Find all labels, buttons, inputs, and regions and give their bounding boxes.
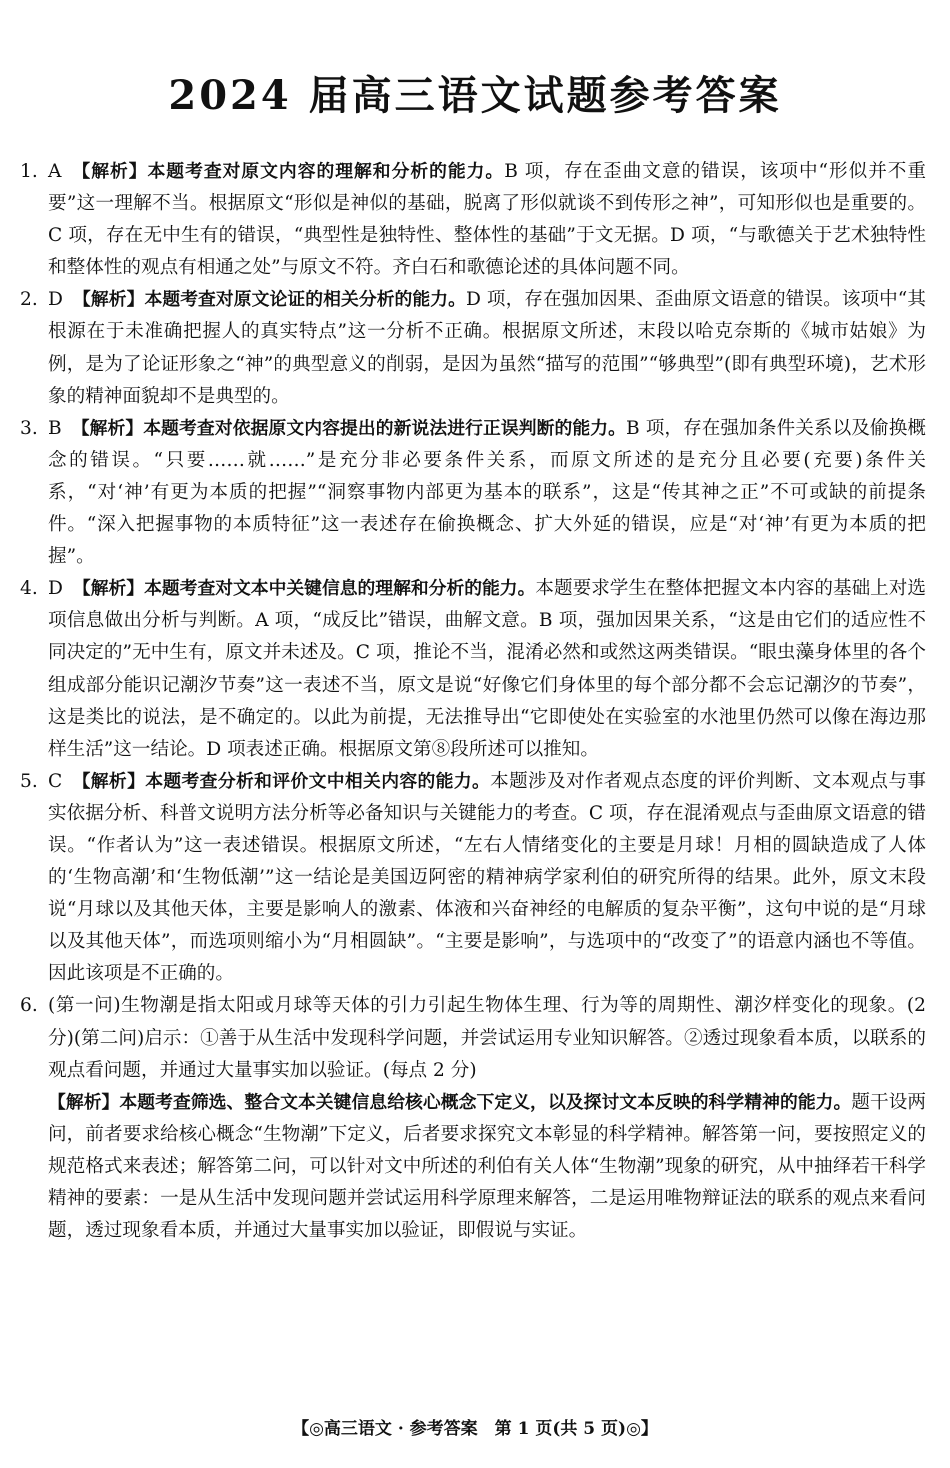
analysis-lead: 本题考查对依据原文内容提出的新说法进行正误判断的能力。 [143, 417, 627, 439]
answer-item-4 [20, 573, 926, 766]
answer-item-6 [20, 990, 926, 1086]
item-number: 5. [20, 770, 38, 792]
answer-6-analysis [20, 1087, 926, 1247]
analysis-label: 【解析】 [72, 578, 145, 600]
page-title: 2024 届高三语文试题参考答案 [168, 72, 782, 119]
answer-item-2 [20, 284, 926, 412]
answer-item-1 [20, 156, 926, 284]
answer-option: D [48, 289, 63, 311]
answer-option: B [48, 417, 62, 439]
page-footer: 【◎高三语文 · 参考答案 第 1 页(共 5 页)◎】 [292, 1419, 658, 1439]
analysis-label: 【解析】 [72, 289, 145, 311]
answer-text: (第一问)生物潮是指太阳或月球等天体的引力引起生物体生理、行为等的周期性、潮汐样变化的现象。(2 分)(第二问)启示：①善于从生活中发现科学问题，并尝试运用专业知识解答。②透过现象看本质，以联系的观点看问题，并通过大量事实加以验证。(每点 2 分) [48, 995, 926, 1081]
answer-option: A [48, 161, 62, 182]
analysis-text: 本题涉及对作者观点态度的评价判断、文本观点与事实依据分析、科普文说明方法分析等必备知识与关键能力的考查。C 项，存在混淆观点与歪曲原文语意的错误。“作者认为”这一表述错误。根据原文所述，“左右人情绪变化的主要是月球！月相的圆缺造成了人体的‘生物高潮’和‘生物低潮’”这一结论是美国迈阿密的精神病学家利伯的研究所得的结果。此外，原文末段说“月球以及其他天体，主要是影响人的激素、体液和兴奋神经的电解质的复杂平衡”，这句中说的是“月球以及其他天体”，而选项则缩小为“月相圆缺”。“主要是影响”，与选项中的“改变了”的语意内涵也不等值。因此该项是不正确的。 [48, 770, 926, 985]
answer-option: C [48, 770, 63, 792]
analysis-label: 【解析】 [71, 417, 144, 439]
item-number: 4. [20, 578, 38, 600]
analysis-lead: 本题考查对原文内容的理解和分析的能力。 [147, 161, 505, 182]
analysis-text: B 项，存在强加条件关系以及偷换概念的错误。“只要……就……”是充分非必要条件关系，而原文所述的是充分且必要(充要)条件关系，“对‘神’有更为本质的把握”“洞察事物内部更为基本的联系”，这是“传其神之正”不可或缺的前提条件。“深入把握事物的本质特征”这一表述存在偷换概念、扩大外延的错误，应是“对‘神’有更为本质的把握”。 [48, 417, 926, 568]
analysis-text: 本题要求学生在整体把握文本内容的基础上对选项信息做出分析与判断。A 项，“成反比”错误，曲解文意。B 项，强加因果关系，“这是由它们的适应性不同决定的”无中生有，原文并未述及。C 项，推论不当，混淆必然和或然这两类错误。“眼虫藻身体里的各个组成部分能识记潮汐节奏”这一表述不当，原文是说“好像它们身体里的每个部分都不会忘记潮汐的节奏”，这是类比的说法，是不确定的。以此为前提，无法推导出“它即使处在实验室的水池里仍然可以像在海边那样生活”这一结论。D 项表述正确。根据原文第⑧段所述可以推知。 [48, 578, 926, 760]
analysis-text: 题干设两问，前者要求给核心概念“生物潮”下定义，后者要求探究文本彰显的科学精神。解答第一问，要按照定义的规范格式来表述；解答第二问，可以针对文中所述的利伯有关人体“生物潮”现象的研究，从中抽绎若干科学精神的要素：一是从生活中发现问题并尝试运用科学原理来解答，二是运用唯物辩证法的联系的观点来看问题，透过现象看本质，并通过大量事实加以验证，即假说与实证。 [48, 1091, 926, 1242]
item-number: 3. [20, 417, 38, 439]
analysis-label: 【解析】 [72, 770, 146, 792]
item-number: 6. [20, 995, 38, 1017]
analysis-lead: 【解析】本题考查筛选、整合文本关键信息给核心概念下定义，以及探讨文本反映的科学精神的能力。 [48, 1091, 852, 1113]
analysis-lead: 本题考查对文本中关键信息的理解和分析的能力。 [144, 578, 536, 600]
answer-content [20, 156, 926, 1247]
answer-item-5 [20, 766, 926, 991]
answer-option: D [48, 578, 63, 600]
analysis-lead: 本题考查分析和评价文中相关内容的能力。 [145, 770, 491, 792]
analysis-text: D 项，存在强加因果、歪曲原文语意的错误。该项中“其根源在于未准确把握人的真实特点”这一分析不正确。根据原文所述，末段以哈克奈斯的《城市姑娘》为例，是为了论证形象之“神”的典型意义的削弱，是因为虽然“描写的范围”“够典型”(即有典型环境)，艺术形象的精神面貌却不是典型的。 [48, 289, 926, 407]
analysis-text: B 项，存在歪曲文意的错误，该项中“形似并不重要”这一理解不当。根据原文“形似是神似的基础，脱离了形似就谈不到传形之神”，可知形似也是重要的。C 项，存在无中生有的错误，“典型性是独特性、整体性的基础”于文无据。D 项，“与歌德关于艺术独特性和整体性的观点有相通之处”与原文不符。齐白石和歌德论述的具体问题不同。 [48, 161, 926, 279]
item-number: 1. [20, 161, 38, 182]
analysis-lead: 本题考查对原文论证的相关分析的能力。 [144, 289, 467, 311]
answer-item-3 [20, 413, 926, 573]
item-number: 2. [20, 289, 38, 311]
analysis-label: 【解析】 [71, 161, 148, 182]
